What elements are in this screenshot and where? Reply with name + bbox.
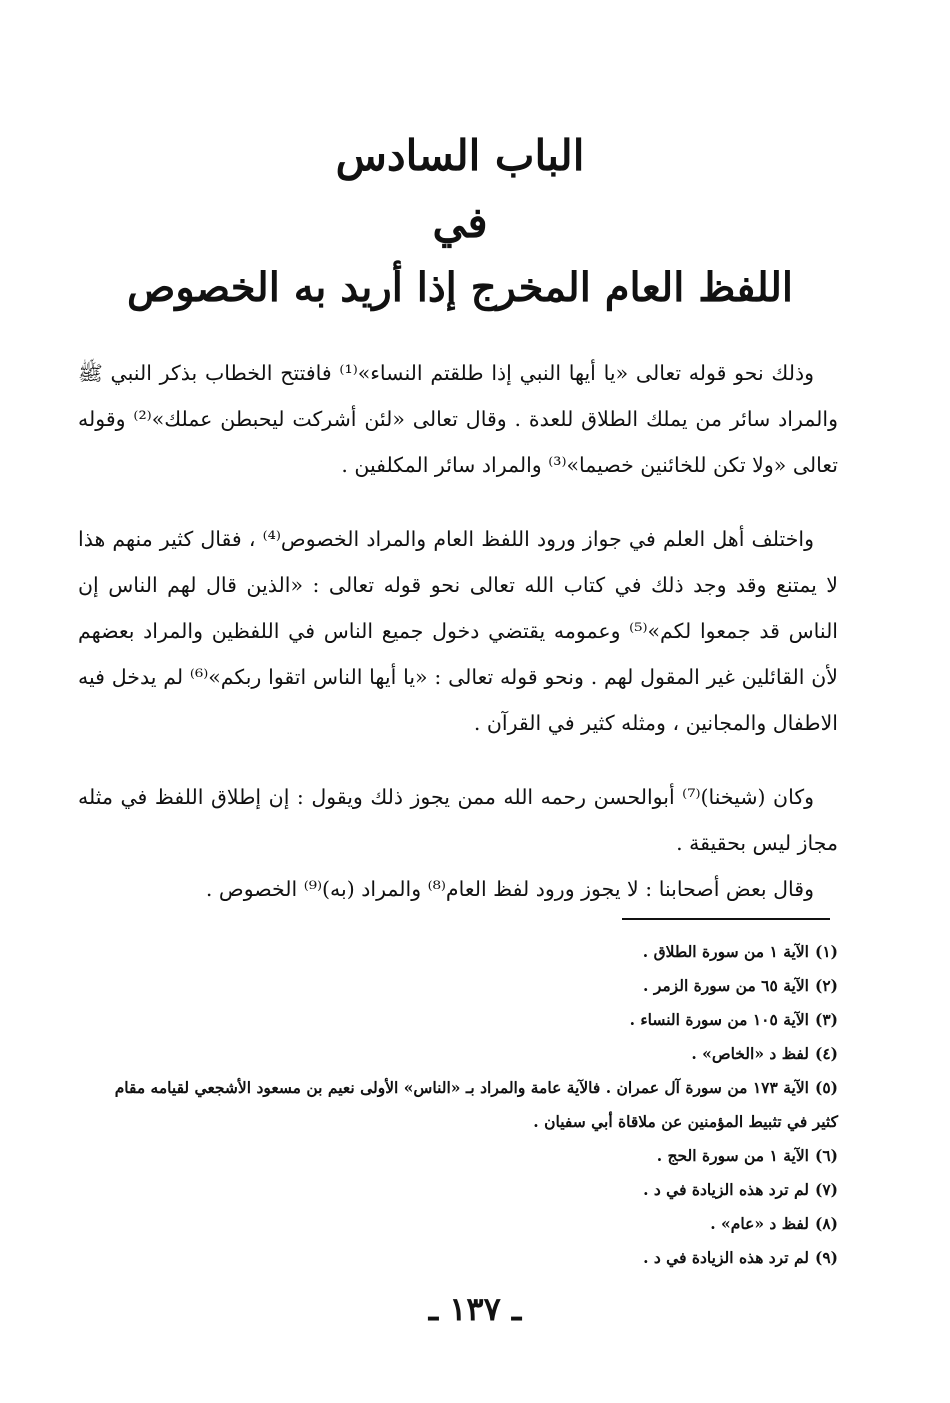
footnote-text: لم ترد هذه الزيادة في د .	[643, 1180, 809, 1199]
footnote-8	[78, 1207, 838, 1241]
footnote-text: الآية ١ من سورة الطلاق .	[642, 942, 809, 961]
footnote-text: الآية ٦٥ من سورة الزمر .	[643, 976, 809, 995]
footnote-text: لم ترد هذه الزيادة في د .	[643, 1248, 809, 1267]
footnote-3	[78, 1003, 838, 1037]
footnote-1	[78, 935, 838, 969]
footnote-number: (٤)	[814, 1044, 838, 1063]
chapter-title: الباب السادس	[335, 131, 585, 180]
footnote-number: (٧)	[814, 1180, 838, 1199]
footnote-7	[78, 1173, 838, 1207]
footnote-number: (٩)	[814, 1248, 838, 1267]
chapter-preposition: في	[432, 197, 488, 247]
footnote-9	[78, 1241, 838, 1275]
footnote-text: الآية ١ من سورة الحج .	[656, 1146, 809, 1165]
footnote-5	[78, 1071, 838, 1105]
paragraph-3: وكان (شيخنا)⁽⁷⁾ أبوالحسن رحمه الله ممن يجوز ذلك ويقول : إن إطلاق اللفظ في مثله مجاز ليس بحقيقة .	[78, 785, 838, 855]
paragraph-4: وقال بعض أصحابنا : لا يجوز ورود لفظ العام⁽⁸⁾ والمراد (به)⁽⁹⁾ الخصوص .	[205, 877, 814, 901]
footnote-number: (٥)	[814, 1078, 838, 1097]
page-number: ـ ١٣٧ ـ	[428, 1290, 522, 1328]
footnote-6	[78, 1139, 838, 1173]
footnote-number: (٨)	[814, 1214, 838, 1233]
footnote-5-continuation: كثير في تثبيط المؤمنين عن ملاقاة أبي سفيان .	[533, 1112, 838, 1131]
main-text	[78, 350, 838, 912]
footnote-text: لفظ د «عام» .	[710, 1214, 809, 1233]
footnote-text: الآية ١٧٣ من سورة آل عمران . فالآية عامة والمراد بـ «الناس» الأولى نعيم بن مسعود الأشجعي لقيامه مقام	[114, 1078, 809, 1097]
chapter-heading	[120, 128, 800, 315]
footnote-text: الآية ١٠٥ من سورة النساء .	[629, 1010, 809, 1029]
footnote-number: (٣)	[814, 1010, 838, 1029]
paragraph-2: واختلف أهل العلم في جواز ورود اللفظ العام والمراد الخصوص⁽⁴⁾ ، فقال كثير منهم هذا لا يمتنع وقد وجد ذلك في كتاب الله تعالى نحو قوله تعالى : «الذين قال لهم الناس إن الناس قد جمعوا لكم»⁽⁵⁾ وعمومه يقتضي دخول جميع الناس في اللفظين والمراد بعضهم لأن القائلين غير المقول لهم . ونحو قوله تعالى : «يا أيها الناس اتقوا ربكم»⁽⁶⁾ لم يدخل فيه الاطفال والمجانين ، ومثله كثير في القرآن .	[78, 527, 839, 735]
footnote-number: (١)	[814, 942, 838, 961]
footnote-text: لفظ د «الخاص» .	[691, 1044, 809, 1063]
footnote-2	[78, 969, 838, 1003]
chapter-subtitle: اللفظ العام المخرج إذا أريد به الخصوص	[127, 264, 793, 312]
paragraph-1: وذلك نحو قوله تعالى «يا أيها النبي إذا طلقتم النساء»⁽¹⁾ فافتتح الخطاب بذكر النبي ﷺ والمراد سائر من يملك الطلاق للعدة . وقال تعالى «لئن أشركت ليحبطن عملك»⁽²⁾ وقوله تعالى «ولا تكن للخائنين خصيما»⁽³⁾ والمراد سائر المكلفين .	[78, 361, 839, 477]
footnote-number: (٢)	[814, 976, 838, 995]
footnote-separator	[622, 918, 830, 920]
footnotes-list	[78, 935, 838, 1275]
footnote-number: (٦)	[814, 1146, 838, 1165]
footnote-4	[78, 1037, 838, 1071]
